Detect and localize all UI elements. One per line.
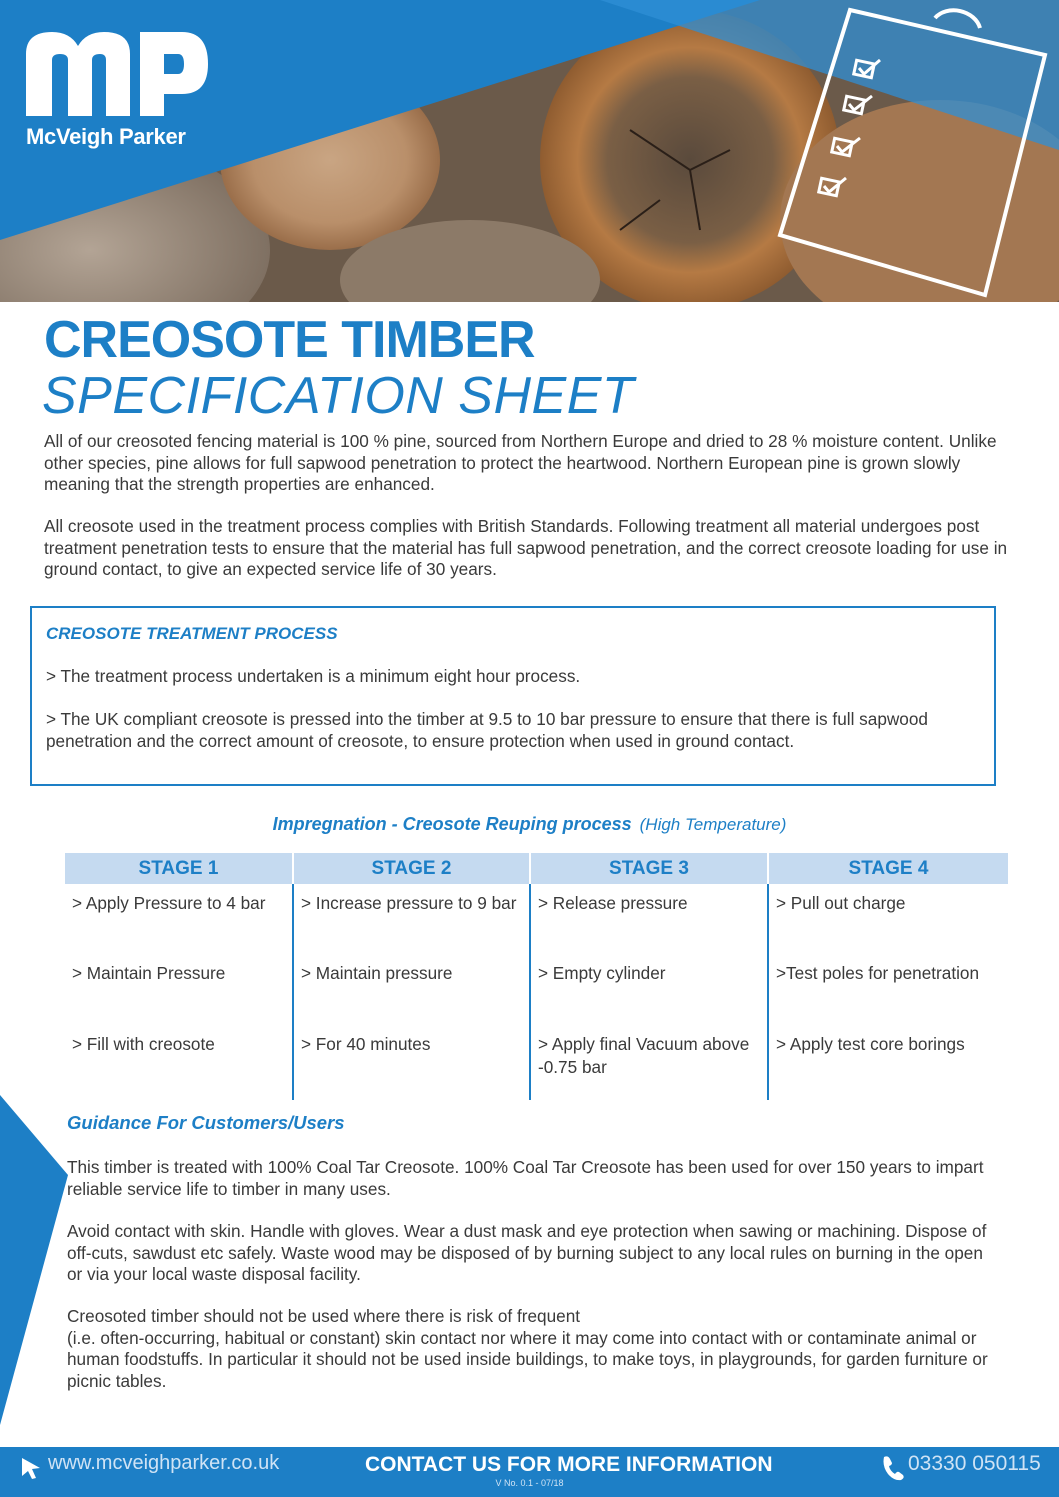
- treatment-line-2: > The UK compliant creosote is pressed into the timber at 9.5 to 10 bar pressure to ensure that there is full sapwood penetration and the correct amount of creosote, to ensure protection when used in ground contact.: [46, 709, 928, 751]
- guidance-paragraph-2: Avoid contact with skin. Handle with gloves. Wear a dust mask and eye protection when sawing or machining. Dispose of off-cuts, sawdust etc safely. Waste wood may be disposed of by burning subject to any local rules on burning in the open or via your local waste disposal facility.: [67, 1221, 987, 1284]
- table-cell: > Maintain pressure: [301, 963, 453, 983]
- table-cell: > Apply Pressure to 4 bar: [72, 893, 266, 913]
- mp-logo: [22, 24, 222, 124]
- table-cell: > Apply final Vacuum above -0.75 bar: [538, 1034, 750, 1077]
- table-column-stage-1: [65, 884, 294, 1100]
- table-caption-note: (High Temperature): [639, 815, 787, 834]
- table-cell: > Apply test core borings: [776, 1034, 965, 1054]
- intro-paragraph-1: All of our creosoted fencing material is 100 % pine, sourced from Northern Europe and dried to 28 % moisture content. Unlike other species, pine allows for full sapwood penetration to protect the heartwood. Northern European pine is grown slowly meaning that the strength properties are enhanced.: [44, 431, 997, 494]
- page-subtitle: SPECIFICATION SHEET: [42, 367, 635, 425]
- table-header-row: [65, 853, 1008, 884]
- website-link[interactable]: www.mcveighparker.co.uk: [48, 1452, 280, 1474]
- guidance-paragraph-3-rest: (i.e. often-occurring, habitual or constant) skin contact nor where it may come into contact with or contaminate animal or human foodstuffs. In particular it should not be used inside buildings, to make toys, in playgrounds, for garden furniture or picnic tables.: [67, 1327, 988, 1391]
- treatment-line-1: > The treatment process undertaken is a minimum eight hour process.: [46, 666, 581, 686]
- cursor-arrow-icon: [20, 1456, 42, 1480]
- treatment-process-box: [30, 606, 996, 786]
- version-number: V No. 0.1 - 07/18: [495, 1478, 564, 1488]
- table-body: [65, 884, 1008, 1100]
- guidance-title: Guidance For Customers/Users: [67, 1112, 345, 1133]
- table-column-stage-4: [769, 884, 1008, 1100]
- table-cell: > Fill with creosote: [72, 1034, 215, 1054]
- contact-heading: CONTACT US FOR MORE INFORMATION: [365, 1453, 773, 1476]
- brand-name: McVeigh Parker: [26, 124, 186, 149]
- intro-paragraph-2: All creosote used in the treatment process complies with British Standards. Following treatment all material undergoes post treatment penetration tests to ensure that the material has full sapwood penetration, and the correct creosote loading for use in ground contact, to give an expected service life of 30 years.: [44, 516, 1008, 579]
- table-header-stage-1: STAGE 1: [65, 853, 294, 884]
- treatment-title: CREOSOTE TREATMENT PROCESS: [46, 624, 338, 643]
- header-banner: [0, 0, 1059, 302]
- table-cell: > Empty cylinder: [538, 963, 666, 983]
- table-cell: > Increase pressure to 9 bar: [301, 893, 517, 913]
- guidance-paragraph-3: [67, 1306, 1002, 1392]
- table-column-stage-3: [531, 884, 769, 1100]
- table-column-stage-2: [294, 884, 531, 1100]
- table-header-stage-4: STAGE 4: [848, 858, 929, 879]
- page-title: CREOSOTE TIMBER: [44, 311, 535, 369]
- table-cell: > For 40 minutes: [301, 1034, 431, 1054]
- table-cell: > Pull out charge: [776, 893, 906, 913]
- footer: [0, 1447, 1059, 1497]
- table-header-stage-2: STAGE 2: [294, 853, 531, 884]
- table-caption: [0, 814, 1059, 835]
- stages-table: [65, 853, 1008, 1100]
- phone-number[interactable]: 03330 050115: [908, 1452, 1041, 1475]
- table-cell: > Release pressure: [538, 893, 688, 913]
- guidance-paragraph-1: This timber is treated with 100% Coal Tar Creosote. 100% Coal Tar Creosote has been used for over 150 years to impart reliable service life to timber in many uses.: [67, 1157, 984, 1199]
- guidance-paragraph-3-line-1: Creosoted timber should not be used where there is risk of frequent: [67, 1306, 581, 1326]
- phone-icon: [880, 1454, 906, 1482]
- table-caption-title: Impregnation - Creosote Reuping process: [272, 814, 632, 834]
- table-cell: >Test poles for penetration: [776, 963, 980, 983]
- blue-triangle-decoration: [0, 1095, 70, 1425]
- table-header-stage-3: STAGE 3: [531, 853, 769, 884]
- table-cell: > Maintain Pressure: [72, 963, 226, 983]
